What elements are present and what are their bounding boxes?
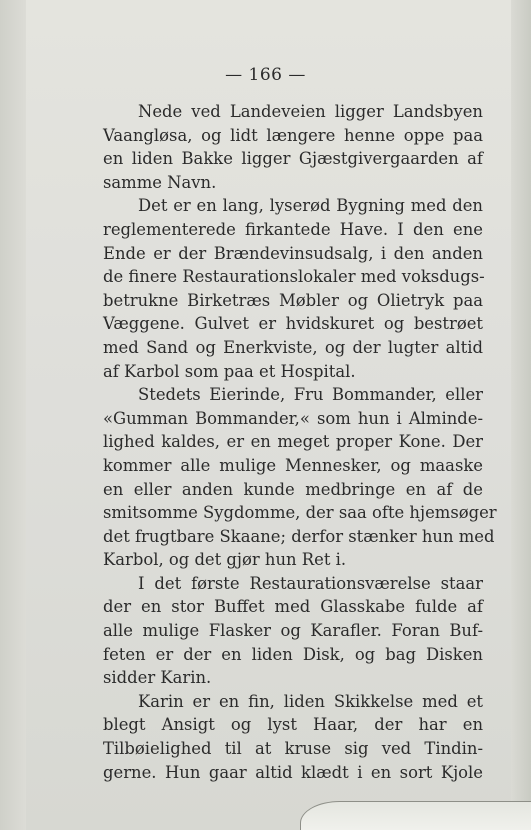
page-curl-corner [300,801,531,830]
text-line: Vaangløsa, og lidt længere henne oppe paa [103,125,483,145]
page-right-edge-shadow [511,0,531,830]
text-line: en liden Bakke ligger Gjæstgivergaarden af [103,149,483,169]
text-line: det frugtbare Skaane; derfor stænker hun med [103,526,495,546]
text-line: en eller anden kunde medbringe en af de [103,479,483,499]
text-line: blegt Ansigt og lyst Haar, der har en [103,715,483,735]
text-line: kommer alle mulige Mennesker, og maaske [103,455,483,475]
text-line: lighed kaldes, er en meget proper Kone. Der [103,432,483,452]
text-line: samme Navn. [103,172,217,192]
text-line: Karbol, og det gjør hun Ret i. [103,550,347,570]
text-line: Ende er der Brændevinsudsalg, i den anden [103,243,483,263]
text-line: der en stor Buffet med Glasskabe fulde af [103,597,483,617]
text-line: betrukne Birketræs Møbler og Olietryk paa [103,290,483,310]
text-line: Nede ved Landeveien ligger Landsbyen [138,102,483,121]
text-line: alle mulige Flasker og Karafler. Foran Buf- [103,621,483,641]
text-line: smitsomme Sygdomme, der saa ofte hjemsøger [103,503,497,523]
page-left-edge-shadow [0,0,26,830]
text-line: Karin er en fin, liden Skikkelse med et [138,691,483,711]
text-line: «Gumman Bommander,« som hun i Alminde- [103,408,483,428]
body-text [103,100,497,784]
text-line: Stedets Eierinde, Fru Bommander, eller [138,385,483,405]
text-line: de finere Restaurationslokaler med voksdugs- [103,267,485,287]
text-line: reglementerede firkantede Have. I den ene [103,219,483,239]
text-line: I det første Restaurationsværelse staar [138,573,483,593]
text-line: af Karbol som paa et Hospital. [103,361,356,381]
text-line: gerne. Hun gaar altid klædt i en sort Kjole [103,762,483,782]
text-line: sidder Karin. [103,668,212,688]
text-line: Væggene. Gulvet er hvidskuret og bestrøet [103,314,483,334]
text-line: feten er der en liden Disk, og bag Disken [103,644,483,664]
text-line: Det er en lang, lyserød Bygning med den [138,196,483,216]
page-number: — 166 — [225,65,306,85]
text-line: med Sand og Enerkviste, og der lugter altid [103,337,483,357]
text-line: Tilbøielighed til at kruse sig ved Tindin- [103,739,483,759]
